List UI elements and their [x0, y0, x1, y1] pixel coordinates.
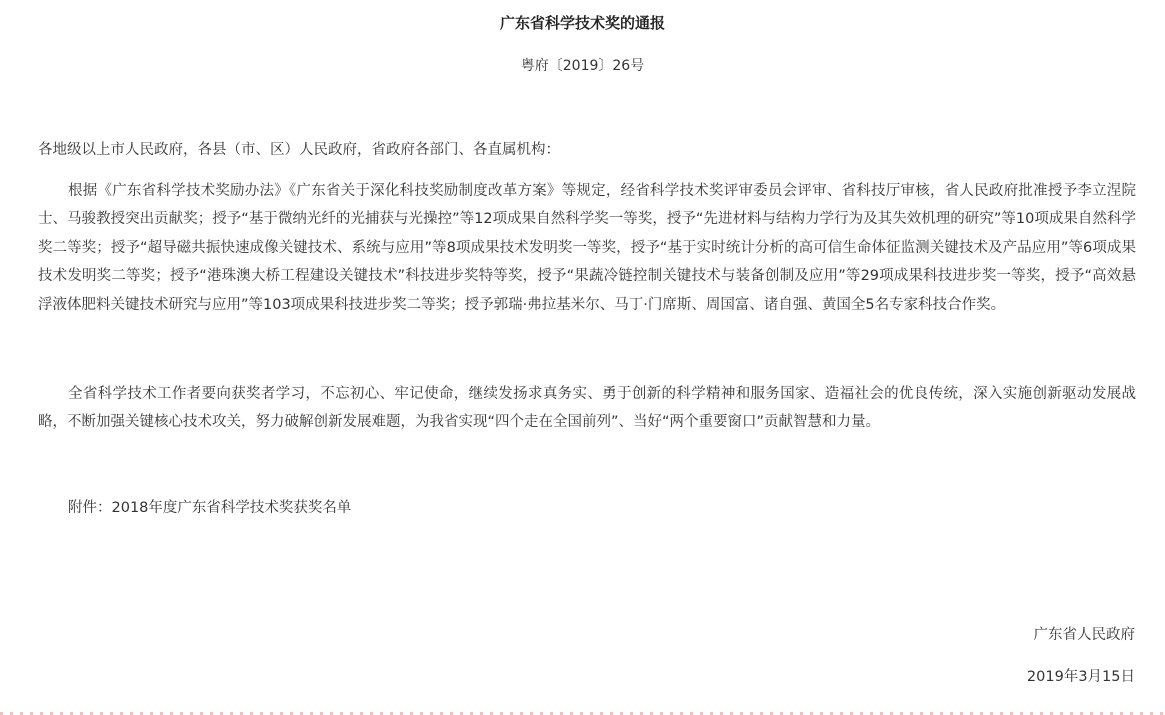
issuing-authority: 广东省人民政府: [1033, 627, 1135, 643]
issue-date: 2019年3月15日: [1026, 669, 1135, 685]
document-number: 粤府〔2019〕26号: [520, 58, 645, 74]
body-paragraph-awards: 根据《广东省科学技术奖励办法》《广东省关于深化科技奖励制度改革方案》等规定，经省科学技术奖评审委员会评审、省科技厅审核，省人民政府批准授予李立涅院士、马骏教授突出贡献奖；授予“基于微纳光纤的光捕获与光操控”等12项成果自然科学奖一等奖，授予“先进材料与结构力学行为及其失效机理的研究”等10项成果自然科学奖二等奖；授予“超导磁共振快速成像关键技术、系统与应用”等8项成果技术发明奖一等奖，授予“基于实时统计分析的高可信生命体征监测关键技术及产品应用”等6项成果技术发明奖二等奖；授予“港珠澳大桥工程建设关键技术”科技进步奖特等奖，授予“果蔬冷链控制关键技术与装备创制及应用”等29项成果科技进步奖一等奖，授予“高效悬浮液体肥料关键技术研究与应用”等103项成果科技进步奖二等奖；授予郭瑞·弗拉基米尔、马丁·门席斯、周国富、诸自强、黄国全5名专家科技合作奖。: [38, 183, 1136, 313]
salutation: 各地级以上市人民政府，各县（市、区）人民政府，省政府各部门、各直属机构：: [38, 142, 560, 158]
body-paragraph-call-to-action: 全省科学技术工作者要向获奖者学习，不忘初心、牢记使命，继续发扬求真务实、勇于创新的科学精神和服务国家、造福社会的优良传统，深入实施创新驱动发展战略，不断加强关键核心技术攻关，努力破解创新发展难题，为我省实现“四个走在全国前列”、当好“两个重要窗口”贡献智慧和力量。: [38, 386, 1136, 431]
page-title: 广东省科学技术奖的通报: [499, 14, 665, 32]
attachment-line: 附件：2018年度广东省科学技术奖获奖名单: [68, 500, 352, 516]
